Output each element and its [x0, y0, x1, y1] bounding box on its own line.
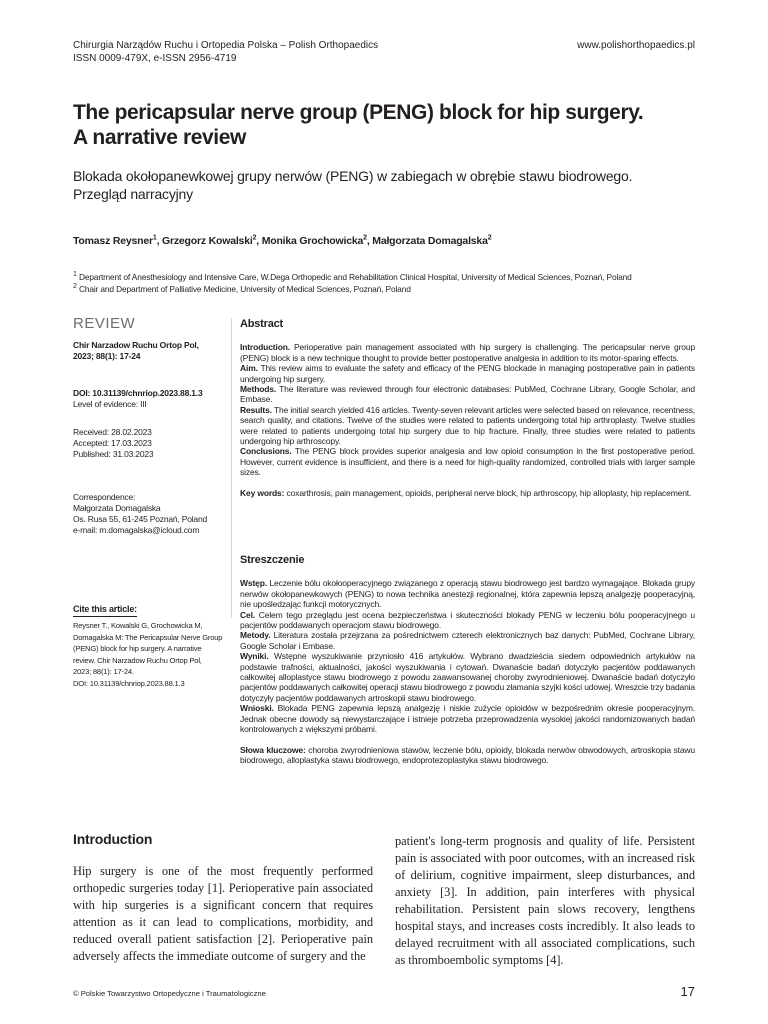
subtitle-line-1: Blokada okołopanewkowej grupy nerwów (PENG) w zabiegach w obrębie stawu biodrowego. [73, 168, 633, 184]
section-label: Aim. [240, 363, 258, 374]
abstract-methods [240, 384, 695, 405]
cite-block [73, 604, 222, 689]
section-label: Cel. [240, 609, 255, 620]
cite-line: Domagalska M: The Pericapsular Nerve Group [73, 632, 223, 642]
streszczenie-section [240, 555, 695, 765]
author-affiliation-mark: 2 [487, 234, 492, 242]
sidebar-top [73, 315, 199, 362]
body-column-left [73, 863, 373, 965]
sidebar-divider [231, 318, 232, 618]
affiliation-mark: 1 [73, 271, 77, 279]
cite-line: 2023; 88(1): 17-24. [73, 667, 134, 676]
cite-title: Cite this article: [73, 604, 137, 617]
section-text: Celem tego przeglądu jest ocena bezpieczeństwa i skuteczności blokady PENG w leczeniu bólu pooperacyjnego u pacjentów poddawanych operacjom stawu biodrowego. [240, 609, 695, 631]
streszczenie-keywords [240, 745, 695, 766]
journal-header [73, 39, 378, 65]
section-text: The initial search yielded 416 articles. Twenty-seven relevant articles were selected based on relevance, recentness, search quality, and citations. Twelve of the studies were related to patients undergoing total hip arthroplasty. Twelve studies were related to patients undergoing total hip surgery due to hip fracture. Finally, three studies were related to patients undergoing hip arthroscopy. [240, 404, 696, 447]
sidebar-correspondence [73, 492, 207, 536]
article-subtitle [73, 167, 713, 203]
body-paragraph: Hip surgery is one of the most frequently performed orthopedic surgeries today [1]. Perioperative pain associated with hip surgeries is a significant concern that requires attention as it can lead to complications, morbidity, and reduced overall patient satisfaction [2]. Perioperative pain adversely affects the immediate outcome of surgery and the [73, 864, 373, 963]
section-text: coxarthrosis, pain management, opioids, peripheral nerve block, hip arthroscopy, hip alloplasty, hip replacement. [286, 487, 692, 498]
subtitle-line-2: Przegląd narracyjny [73, 186, 193, 202]
correspondence-address: Os. Rusa 55, 61-245 Poznań, Poland [73, 514, 208, 524]
title-line-1: The pericapsular nerve group (PENG) block for hip surgery. [73, 101, 644, 124]
article-title [73, 100, 713, 150]
sidebar-dates [73, 427, 153, 460]
article-sidebar [73, 315, 228, 718]
sidebar-doi-block [73, 388, 202, 410]
abstract-section [240, 319, 695, 498]
author: Małgorzata Domagalska [372, 235, 488, 247]
section-text: This review aims to evaluate the safety and efficacy of the PENG blockade in managing postoperative pain in patients undergoing hip surgery. [240, 363, 695, 384]
correspondence-name: Małgorzata Domagalska [73, 503, 161, 513]
body-column-right [395, 833, 695, 969]
title-line-2: A narrative review [73, 126, 246, 149]
author-affiliation-mark: 1 [152, 234, 157, 242]
section-label: Wstęp. [240, 578, 267, 589]
section-label: Results. [240, 404, 272, 415]
abstract-results [240, 405, 695, 447]
cite-line: Reysner T., Kowalski G, Grochowicka M, [73, 621, 203, 630]
section-text: The literature was reviewed through four electronic databases: PubMed, Cochrane Library, Google Scholar, and Embase. [240, 384, 695, 405]
accepted-date: Accepted: 17.03.2023 [73, 438, 152, 448]
section-text: choroba zwyrodnieniowa stawów, leczenie bólu, opioidy, blokada nerwów obwodowych, artroskopia stawu biodrowego, alloplastyka stawu biodrowego, endoprotezoplastyka stawu biodrowego. [240, 744, 695, 765]
received-date: Received: 28.02.2023 [73, 427, 152, 437]
affiliation [73, 271, 632, 283]
journal-name: Chirurgia Narządów Ruchu i Ortopedia Polska – Polish Orthopaedics [73, 40, 379, 51]
section-label: Key words: [240, 487, 285, 498]
affiliation-text: Chair and Department of Palliative Medicine, University of Medical Sciences, Poznań, Poland [78, 284, 411, 294]
page-number: 17 [680, 984, 695, 999]
section-text: Literatura została przejrzana za pośrednictwem czterech elektronicznych baz danych: PubMed, Cochrane Library, Google Scholar i Embase. [240, 630, 695, 651]
abstract-introduction [240, 342, 695, 363]
introduction-heading: Introduction [73, 831, 153, 847]
article-type: REVIEW [73, 315, 136, 332]
footer-copyright: © Polskie Towarzystwo Ortopedyczne i Traumatologiczne [73, 989, 266, 998]
section-label: Słowa kluczowe: [240, 744, 306, 755]
section-label: Conclusions. [240, 446, 292, 457]
affiliation-text: Department of Anesthesiology and Intensive Care, W.Dega Orthopedic and Rehabilitation Clinical Hospital, University of Medical Sciences, Poznań, Poland [78, 272, 632, 282]
section-label: Wnioski. [240, 703, 274, 714]
cite-line: review. Chir Narzadow Ruchu Ortop Pol, [73, 655, 202, 665]
affiliation-mark: 2 [73, 283, 77, 291]
author-list: Tomasz Reysner$^1$, Grzegorz Kowalski$^2$, Monika Grochowicka$^2$, Małgorzata Domagalska$^2$ [73, 234, 492, 247]
affiliation [73, 283, 632, 295]
section-text: Wstępne wyszukiwanie przyniosło 416 artykułów. Wybrano dwadzieścia siedem odpowiednich artykułów na podstawie trafności, aktualności, jakości wyszukiwania i cytowań. Dwanaście badań dotyczyło pacjentów poddawanych całkowitej alloplastyce stawu biodrowego z powodu zaawansowanej choroby zwyrodnieniowej. Dwanaście badań dotyczyło pacjentów poddawanych całkowitej operacji stawu biodrowego z powodu złamania szyjki kości udowej. Wreszcie trzy badania dotyczyły pacjentów poddawanych artroskopii stawu biodrowego. [240, 651, 695, 703]
section-label: Wyniki. [240, 651, 269, 662]
abstract-aim [240, 363, 695, 384]
cite-text [73, 620, 222, 689]
abstract-keywords [240, 488, 695, 498]
issn: ISSN 0009-479X, e-ISSN 2956-4719 [73, 53, 237, 64]
journal-ref-1: Chir Narzadow Ruchu Ortop Pol, [73, 340, 199, 350]
author-affiliation-mark: 2 [363, 234, 367, 242]
abstract-conclusions [240, 446, 695, 477]
author: Grzegorz Kowalski [162, 235, 253, 247]
journal-website[interactable]: www.polishorthopaedics.pl [577, 40, 695, 51]
streszczenie-metody [240, 630, 695, 651]
streszczenie-wnioski [240, 703, 695, 734]
abstract-heading: Abstract [240, 318, 284, 330]
author-affiliation-mark: 2 [252, 234, 257, 242]
section-text: The PENG block provides superior analgesia and low opioid consumption in the first postoperative period. However, current evidence is insufficient, and there is a need for high-quality randomized, controlled trials with larger sample sizes. [240, 446, 696, 478]
correspondence-label: Correspondence: [73, 492, 136, 502]
section-label: Metody. [240, 630, 271, 641]
streszczenie-wyniki [240, 651, 695, 703]
journal-ref-2: 2023; 88(1): 17-24 [73, 351, 141, 361]
doi[interactable]: DOI: 10.31139/chnriop.2023.88.1.3 [73, 388, 203, 398]
published-date: Published: 31.03.2023 [73, 449, 154, 459]
section-label: Methods. [240, 384, 277, 395]
author: Monika Grochowicka [261, 235, 364, 247]
streszczenie-heading: Streszczenie [240, 554, 305, 566]
section-label: Introduction. [240, 342, 290, 353]
section-text: Leczenie bólu okołooperacyjnego związanego z operacją stawu biodrowego jest bardzo wymagające. Blokada grupy nerwów okołopanewkowych (PENG) to nowa technika anestezji regionalnej, która zapewnia lepszą analgezję pooperacyjną, nie upośledzając funkcji motorycznych. [240, 578, 695, 610]
cite-line: (PENG) block for hip surgery. A narrative [73, 644, 202, 653]
body-paragraph: patient's long-term prognosis and quality of life. Persistent pain is associated with poor outcomes, with an increased risk of delirium, cognitive impairment, sleep disturbances, and anxiety [3]. In addition, pain interferes with physical rehabilitation. Persistent pain slows recovery, lengthens hospital stays, and increases costs incredibly. It also leads to delayed recruitment with all associated complications, such as thromboembolic symptoms [4]. [395, 834, 695, 967]
author: Tomasz Reysner [73, 235, 153, 247]
streszczenie-cel [240, 610, 695, 631]
correspondence-email[interactable]: e-mail: m.domagalska@icloud.com [73, 525, 200, 535]
streszczenie-wstep [240, 578, 695, 609]
cite-line: DOI: 10.31139/chnriop.2023.88.1.3 [73, 678, 185, 688]
level-of-evidence: Level of evidence: III [73, 399, 147, 409]
affiliations [73, 271, 632, 295]
section-text: Blokada PENG zapewnia lepszą analgezję i niskie zużycie opioidów w bezpośrednim okresie pooperacyjnym. Jednak obecne dowody są niewystarczające i istnieje potrzeba przeprowadzenia wysokiej jakości randomizowanych badań kontrolowanych z większymi próbami. [240, 703, 696, 735]
section-text: Perioperative pain management associated with hip surgery is challenging. The pericapsular nerve group (PENG) block is a new technique thought to provide better postoperative analgesia in addition to its motor-sparing effects. [240, 342, 695, 363]
